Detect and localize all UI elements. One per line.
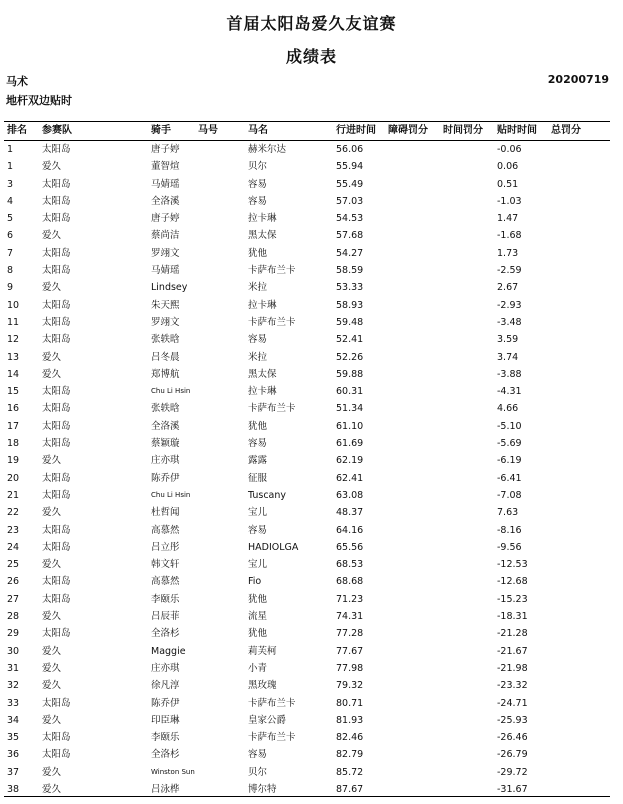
team-cell: 太阳岛 (42, 420, 71, 432)
table-row (0, 210, 623, 227)
rank-cell: 13 (7, 351, 20, 363)
header-team: 参赛队 (42, 125, 72, 136)
table-row (0, 487, 623, 504)
time-cell: 81.93 (336, 714, 364, 726)
rank-cell: 34 (7, 714, 20, 726)
rank-cell: 32 (7, 680, 20, 692)
header-time: 行进时间 (336, 125, 376, 136)
time-cell: 57.03 (336, 195, 364, 207)
team-cell: 太阳岛 (42, 299, 71, 311)
time-cell: 63.08 (336, 489, 364, 501)
rank-cell: 16 (7, 403, 20, 415)
rider-cell: Lindsey (151, 282, 188, 294)
table-row (0, 227, 623, 244)
time-cell: 80.71 (336, 697, 364, 709)
table-row (0, 746, 623, 763)
team-cell: 太阳岛 (42, 386, 71, 398)
rank-cell: 23 (7, 524, 20, 536)
rank-cell: 21 (7, 489, 20, 501)
rank-cell: 10 (7, 299, 20, 311)
horse-cell: 犹他 (248, 420, 268, 432)
time-cell: 87.67 (336, 783, 364, 795)
rider-cell: 郑博航 (151, 368, 180, 380)
rider-cell: 全洛杉 (151, 749, 180, 761)
horse-cell: 容易 (248, 334, 268, 346)
rider-cell: 吕冬晨 (151, 351, 180, 363)
horse-cell: 莉芙柯 (248, 645, 277, 657)
team-cell: 太阳岛 (42, 541, 71, 553)
team-cell: 太阳岛 (42, 697, 71, 709)
rider-cell: 唐子婷 (151, 144, 180, 155)
time-cell: 71.23 (336, 593, 364, 605)
horse-cell: 米拉 (248, 282, 268, 294)
rider-cell: 杜哲闻 (151, 507, 180, 519)
time-diff-cell: -26.79 (497, 749, 528, 761)
time-diff-cell: -21.98 (497, 662, 528, 674)
date-label: 20200719 (547, 73, 609, 86)
rank-cell: 6 (7, 230, 14, 242)
table-row (0, 608, 623, 625)
header-time-penalty: 时间罚分 (443, 125, 483, 136)
time-diff-cell: -1.68 (497, 230, 522, 242)
results-table-body (0, 141, 623, 796)
time-diff-cell: 2.67 (497, 282, 519, 294)
time-cell: 62.41 (336, 472, 364, 484)
team-cell: 太阳岛 (42, 334, 71, 346)
horse-cell: 露露 (248, 455, 268, 467)
horse-cell: 容易 (248, 195, 268, 207)
horse-cell: 拉卡琳 (248, 213, 277, 225)
rank-cell: 36 (7, 749, 20, 761)
team-cell: 爱久 (42, 230, 62, 242)
rider-cell: 张轶晗 (151, 334, 180, 346)
team-cell: 太阳岛 (42, 593, 71, 605)
horse-cell: Fio (248, 576, 262, 588)
table-row (0, 176, 623, 193)
table-row (0, 625, 623, 642)
table-row (0, 314, 623, 331)
header-obstacle-penalty: 障碍罚分 (388, 125, 428, 136)
rank-cell: 7 (7, 247, 14, 259)
horse-cell: 贝尔 (248, 766, 268, 778)
table-row (0, 660, 623, 677)
horse-cell: 宝儿 (248, 507, 268, 519)
rank-cell: 5 (7, 213, 14, 225)
rider-cell: 张轶晗 (151, 403, 180, 415)
rider-cell: 唐子婷 (151, 213, 180, 225)
team-cell: 爱久 (42, 645, 62, 657)
team-cell: 爱久 (42, 680, 62, 692)
rank-cell: 9 (7, 282, 14, 294)
time-cell: 77.28 (336, 628, 364, 640)
table-row (0, 470, 623, 487)
rider-cell: Chu Li Hsin (151, 490, 191, 499)
table-row (0, 245, 623, 262)
rider-cell: 蔡尚洁 (151, 230, 180, 242)
table-row (0, 349, 623, 366)
table-row (0, 297, 623, 314)
horse-cell: 容易 (248, 749, 268, 761)
time-diff-cell: 3.59 (497, 334, 519, 346)
table-row (0, 504, 623, 521)
rider-cell: 庄亦琪 (151, 455, 180, 467)
rank-cell: 11 (7, 316, 20, 328)
team-cell: 太阳岛 (42, 749, 71, 761)
table-row (0, 677, 623, 694)
team-cell: 太阳岛 (42, 732, 71, 744)
rank-cell: 22 (7, 507, 20, 519)
time-diff-cell: -2.93 (497, 299, 522, 311)
rank-cell: 38 (7, 783, 20, 795)
team-cell: 太阳岛 (42, 316, 71, 328)
time-cell: 53.33 (336, 282, 364, 294)
rider-cell: 吕立彤 (151, 541, 180, 553)
rank-cell: 18 (7, 438, 20, 450)
rank-cell: 27 (7, 593, 20, 605)
time-cell: 82.79 (336, 749, 364, 761)
table-header (0, 123, 623, 139)
horse-cell: 博尔特 (248, 783, 277, 795)
table-row (0, 418, 623, 435)
horse-cell: 卡萨布兰卡 (248, 403, 296, 415)
time-cell: 54.27 (336, 247, 364, 259)
horse-cell: 贝尔 (248, 161, 268, 173)
rider-cell: 吕辰菲 (151, 611, 180, 623)
rank-cell: 28 (7, 611, 20, 623)
horse-cell: 宝儿 (248, 559, 268, 571)
time-cell: 56.06 (336, 144, 364, 155)
time-diff-cell: -29.72 (497, 766, 528, 778)
horse-cell: 征服 (248, 472, 268, 484)
horse-cell: 犹他 (248, 628, 268, 640)
rank-cell: 12 (7, 334, 20, 346)
time-diff-cell: -2.59 (497, 265, 522, 277)
time-diff-cell: -25.93 (497, 714, 528, 726)
horse-cell: 容易 (248, 524, 268, 536)
table-row (0, 193, 623, 210)
header-horse-name: 马名 (248, 125, 268, 136)
rider-cell: Winston Sun (151, 767, 195, 776)
time-cell: 68.53 (336, 559, 364, 571)
time-diff-cell: -18.31 (497, 611, 528, 623)
team-cell: 爱久 (42, 507, 62, 519)
time-diff-cell: -3.48 (497, 316, 522, 328)
rank-cell: 25 (7, 559, 20, 571)
rank-cell: 4 (7, 195, 14, 207)
rider-cell: 罗翊文 (151, 316, 180, 328)
time-diff-cell: -5.10 (497, 420, 522, 432)
time-cell: 58.93 (336, 299, 364, 311)
time-diff-cell: 4.66 (497, 403, 519, 415)
rank-cell: 15 (7, 386, 20, 398)
rider-cell: 印臣琳 (151, 714, 180, 726)
rank-cell: 30 (7, 645, 20, 657)
time-diff-cell: -5.69 (497, 438, 522, 450)
team-cell: 爱久 (42, 783, 62, 795)
team-cell: 爱久 (42, 559, 62, 571)
time-cell: 55.94 (336, 161, 364, 173)
rank-cell: 24 (7, 541, 20, 553)
team-cell: 太阳岛 (42, 438, 71, 450)
time-cell: 77.98 (336, 662, 364, 674)
table-row (0, 331, 623, 348)
table-row (0, 158, 623, 175)
time-cell: 79.32 (336, 680, 364, 692)
rider-cell: 吕泳桦 (151, 783, 180, 795)
rider-cell: 李颐乐 (151, 593, 180, 605)
team-cell: 太阳岛 (42, 576, 71, 588)
time-cell: 59.88 (336, 368, 364, 380)
sport-label: 马术 (6, 75, 28, 88)
time-diff-cell: -12.53 (497, 559, 528, 571)
time-diff-cell: -26.46 (497, 732, 528, 744)
rider-cell: 陈乔伊 (151, 472, 180, 484)
time-diff-cell: -21.28 (497, 628, 528, 640)
table-row (0, 366, 623, 383)
horse-cell: 拉卡琳 (248, 299, 277, 311)
table-row (0, 400, 623, 417)
time-diff-cell: -6.41 (497, 472, 522, 484)
rank-cell: 19 (7, 455, 20, 467)
time-cell: 54.53 (336, 213, 364, 225)
rank-cell: 14 (7, 368, 20, 380)
time-cell: 74.31 (336, 611, 364, 623)
team-cell: 爱久 (42, 368, 62, 380)
table-row (0, 573, 623, 590)
header-rank: 排名 (7, 125, 27, 136)
team-cell: 太阳岛 (42, 524, 71, 536)
rank-cell: 35 (7, 732, 20, 744)
rider-cell: 罗翊文 (151, 247, 180, 259)
rank-cell: 37 (7, 766, 20, 778)
time-cell: 85.72 (336, 766, 364, 778)
team-cell: 爱久 (42, 161, 62, 173)
time-diff-cell: -4.31 (497, 386, 522, 398)
team-cell: 太阳岛 (42, 489, 71, 501)
rank-cell: 33 (7, 697, 20, 709)
table-row (0, 279, 623, 296)
table-row (0, 764, 623, 781)
table-row (0, 729, 623, 746)
horse-cell: 犹他 (248, 247, 268, 259)
time-diff-cell: 1.73 (497, 247, 519, 259)
team-cell: 爱久 (42, 766, 62, 778)
time-cell: 57.68 (336, 230, 364, 242)
rider-cell: 朱天熙 (151, 299, 180, 311)
table-row (0, 695, 623, 712)
table-row (0, 539, 623, 556)
time-cell: 52.41 (336, 334, 364, 346)
rank-cell: 20 (7, 472, 20, 484)
time-diff-cell: 3.74 (497, 351, 519, 363)
horse-cell: 皇家公爵 (248, 714, 287, 726)
rank-cell: 8 (7, 265, 14, 277)
header-total-penalty: 总罚分 (551, 125, 581, 136)
team-cell: 太阳岛 (42, 247, 71, 259)
time-diff-cell: -15.23 (497, 593, 528, 605)
rider-cell: 蔡颖璇 (151, 438, 180, 450)
time-cell: 64.16 (336, 524, 364, 536)
time-cell: 61.69 (336, 438, 364, 450)
team-cell: 爱久 (42, 455, 62, 467)
team-cell: 太阳岛 (42, 144, 71, 155)
time-cell: 48.37 (336, 507, 364, 519)
rank-cell: 1 (7, 161, 14, 173)
time-diff-cell: -31.67 (497, 783, 528, 795)
time-cell: 68.68 (336, 576, 364, 588)
rider-cell: 全洛杉 (151, 628, 180, 640)
team-cell: 爱久 (42, 611, 62, 623)
header-horse-number: 马号 (198, 125, 218, 136)
time-diff-cell: -23.32 (497, 680, 528, 692)
time-diff-cell: -12.68 (497, 576, 528, 588)
team-cell: 太阳岛 (42, 265, 71, 277)
header-time-diff: 贴时时间 (497, 125, 537, 136)
rank-cell: 31 (7, 662, 20, 674)
time-diff-cell: -6.19 (497, 455, 522, 467)
time-diff-cell: 1.47 (497, 213, 519, 225)
horse-cell: Tuscany (248, 489, 287, 501)
time-diff-cell: -3.88 (497, 368, 522, 380)
rank-cell: 1 (7, 144, 14, 155)
rider-cell: 全洛溪 (151, 420, 180, 432)
time-diff-cell: -21.67 (497, 645, 528, 657)
time-cell: 77.67 (336, 645, 364, 657)
time-diff-cell: -1.03 (497, 195, 522, 207)
rider-cell: 马婧瑶 (151, 265, 180, 277)
page-subtitle: 成绩表 (285, 47, 337, 66)
table-row (0, 522, 623, 539)
time-cell: 55.49 (336, 178, 364, 190)
time-diff-cell: -0.06 (497, 144, 522, 155)
rider-cell: Maggie (151, 645, 186, 657)
horse-cell: 黑太保 (248, 230, 277, 242)
team-cell: 太阳岛 (42, 178, 71, 190)
table-row (0, 383, 623, 400)
rider-cell: 徐凡淳 (151, 680, 180, 692)
team-cell: 太阳岛 (42, 628, 71, 640)
horse-cell: 卡萨布兰卡 (248, 697, 296, 709)
time-diff-cell: 0.51 (497, 178, 519, 190)
table-top-rule (4, 121, 610, 122)
page-title: 首届太阳岛爱久友谊赛 (226, 14, 397, 33)
rank-cell: 17 (7, 420, 20, 432)
horse-cell: 黑玫瑰 (248, 680, 277, 692)
time-diff-cell: 0.06 (497, 161, 519, 173)
horse-cell: 卡萨布兰卡 (248, 265, 296, 277)
rank-cell: 26 (7, 576, 20, 588)
table-bottom-rule (4, 796, 610, 797)
time-cell: 62.19 (336, 455, 364, 467)
time-cell: 61.10 (336, 420, 364, 432)
rider-cell: 韩文轩 (151, 559, 180, 571)
rider-cell: 董智煊 (151, 161, 180, 173)
horse-cell: 卡萨布兰卡 (248, 732, 296, 744)
team-cell: 爱久 (42, 662, 62, 674)
rider-cell: 李颐乐 (151, 732, 180, 744)
horse-cell: 容易 (248, 178, 268, 190)
time-diff-cell: -9.56 (497, 541, 522, 553)
horse-cell: 容易 (248, 438, 268, 450)
rider-cell: 马婧瑶 (151, 178, 180, 190)
time-cell: 52.26 (336, 351, 364, 363)
time-cell: 51.34 (336, 403, 364, 415)
rider-cell: 全洛溪 (151, 195, 180, 207)
horse-cell: 犹他 (248, 593, 268, 605)
team-cell: 爱久 (42, 282, 62, 294)
horse-cell: HADIOLGA (248, 541, 299, 553)
table-row (0, 591, 623, 608)
team-cell: 太阳岛 (42, 472, 71, 484)
rider-cell: 高慕然 (151, 524, 180, 536)
team-cell: 太阳岛 (42, 195, 71, 207)
horse-cell: 拉卡琳 (248, 386, 277, 398)
event-label: 地杆双边贴时 (6, 94, 72, 107)
team-cell: 爱久 (42, 714, 62, 726)
table-row (0, 712, 623, 729)
table-row (0, 435, 623, 452)
table-row (0, 141, 623, 158)
horse-cell: 卡萨布兰卡 (248, 316, 296, 328)
horse-cell: 流星 (248, 611, 268, 623)
horse-cell: 赫米尔达 (248, 144, 287, 155)
time-diff-cell: -8.16 (497, 524, 522, 536)
table-row (0, 452, 623, 469)
table-row (0, 262, 623, 279)
horse-cell: 小青 (248, 662, 268, 674)
table-row (0, 643, 623, 660)
rank-cell: 29 (7, 628, 20, 640)
time-cell: 65.56 (336, 541, 364, 553)
rider-cell: 庄亦琪 (151, 662, 180, 674)
time-cell: 60.31 (336, 386, 364, 398)
header-rider: 骑手 (151, 125, 171, 136)
time-cell: 58.59 (336, 265, 364, 277)
horse-cell: 黑太保 (248, 368, 277, 380)
time-diff-cell: -7.08 (497, 489, 522, 501)
rank-cell: 3 (7, 178, 14, 190)
team-cell: 太阳岛 (42, 403, 71, 415)
time-diff-cell: -24.71 (497, 697, 528, 709)
rider-cell: 陈乔伊 (151, 697, 180, 709)
team-cell: 爱久 (42, 351, 62, 363)
rider-cell: 高慕然 (151, 576, 180, 588)
time-cell: 59.48 (336, 316, 364, 328)
team-cell: 太阳岛 (42, 213, 71, 225)
rider-cell: Chu Li Hsin (151, 387, 191, 396)
horse-cell: 米拉 (248, 351, 268, 363)
table-row (0, 556, 623, 573)
time-cell: 82.46 (336, 732, 364, 744)
time-diff-cell: 7.63 (497, 507, 519, 519)
